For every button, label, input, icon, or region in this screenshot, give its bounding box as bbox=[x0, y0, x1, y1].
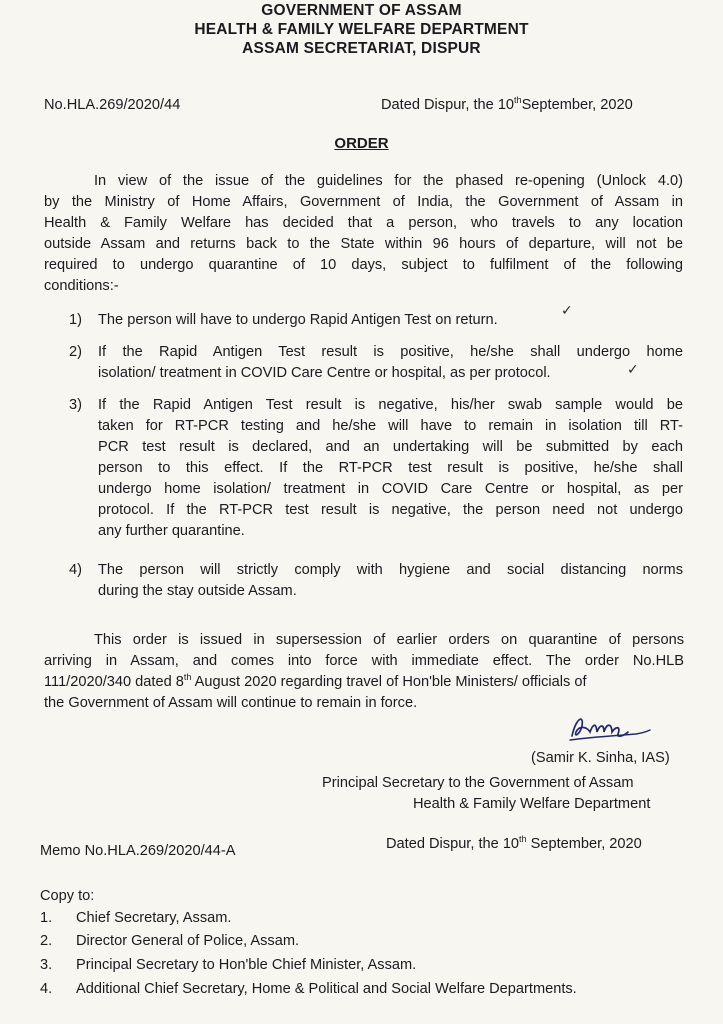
header-department: HEALTH & FAMILY WELFARE DEPARTMENT bbox=[194, 21, 529, 38]
header-secretariat: ASSAM SECRETARIAT, DISPUR bbox=[242, 40, 481, 57]
copy-to-number: 4. bbox=[40, 981, 53, 997]
closing-line: the Government of Assam will continue to remain in force. bbox=[44, 695, 418, 711]
closing-order-ref: 111/2020/340 dated 8 bbox=[44, 674, 184, 690]
intro-line: Health & Family Welfare has decided that a person, who travels to any location bbox=[44, 215, 683, 231]
copy-to-number: 2. bbox=[40, 933, 53, 949]
signatory-department: Health & Family Welfare Department bbox=[413, 796, 651, 812]
condition-line: PCR test result is declared, and an undertaking will be submitted by each bbox=[98, 439, 683, 455]
condition-line: The person will strictly comply with hygiene and social distancing norms bbox=[98, 562, 683, 578]
signatory-designation: Principal Secretary to the Government of Assam bbox=[322, 775, 634, 791]
condition-line: undergo home isolation/ treatment in COVID Care Centre or hospital, as per bbox=[98, 481, 683, 497]
copy-to-number: 3. bbox=[40, 957, 53, 973]
condition-number: 2) bbox=[69, 344, 82, 360]
copy-to-number: 1. bbox=[40, 910, 53, 926]
copy-to-recipient: Director General of Police, Assam. bbox=[76, 933, 300, 949]
handwritten-signature bbox=[566, 710, 656, 746]
memo-date-month: September, 2020 bbox=[526, 836, 642, 852]
intro-line: In view of the issue of the guidelines for the phased re-opening (Unlock 4.0) bbox=[94, 173, 683, 189]
copy-to-item bbox=[40, 933, 299, 949]
condition-line: If the Rapid Antigen Test result is negative, his/her swab sample would be bbox=[98, 397, 683, 413]
copy-to-heading: Copy to: bbox=[40, 888, 95, 904]
closing-line: arriving in Assam, and comes into force with immediate effect. The order No.HLB bbox=[44, 653, 684, 669]
intro-line: required to undergo quarantine of 10 days, subject to fulfilment of the following bbox=[44, 257, 683, 273]
checkmark-icon: ✓ bbox=[561, 302, 573, 318]
reference-number: No.HLA.269/2020/44 bbox=[44, 97, 181, 113]
memo-date-suffix: th bbox=[519, 834, 527, 845]
condition-line: The person will have to undergo Rapid Antigen Test on return. bbox=[98, 312, 498, 328]
reference-date-day: Dated Dispur, the 10 bbox=[381, 97, 515, 113]
signatory-name: (Samir K. Sinha, IAS) bbox=[531, 750, 670, 766]
intro-line: outside Assam and returns back to the State within 96 hours of departure, will not be bbox=[44, 236, 683, 252]
checkmark-icon: ✓ bbox=[627, 361, 639, 377]
reference-date-suffix: th bbox=[514, 95, 522, 106]
condition-line: If the Rapid Antigen Test result is positive, he/she shall undergo home bbox=[98, 344, 683, 360]
condition-line: isolation/ treatment in COVID Care Centre or hospital, as per protocol. bbox=[98, 365, 551, 381]
closing-line: This order is issued in supersession of earlier orders on quarantine of persons bbox=[94, 632, 684, 648]
reference-date bbox=[381, 97, 633, 113]
intro-line: conditions:- bbox=[44, 278, 119, 294]
condition-line: taken for RT-PCR testing and he/she will have to remain in isolation till RT- bbox=[98, 418, 683, 434]
header-government: GOVERNMENT OF ASSAM bbox=[261, 2, 462, 19]
copy-to-item bbox=[40, 957, 416, 973]
condition-line: during the stay outside Assam. bbox=[98, 583, 297, 599]
memo-number: Memo No.HLA.269/2020/44-A bbox=[40, 843, 236, 859]
intro-line: by the Ministry of Home Affairs, Government of India, the Government of Assam in bbox=[44, 194, 683, 210]
closing-order-subject: August 2020 regarding travel of Hon'ble Ministers/ officials of bbox=[191, 674, 587, 690]
condition-number: 4) bbox=[69, 562, 82, 578]
condition-number: 1) bbox=[69, 312, 82, 328]
copy-to-item bbox=[40, 981, 577, 997]
closing-date-suffix: th bbox=[183, 672, 192, 683]
closing-line bbox=[44, 674, 587, 690]
copy-to-recipient: Additional Chief Secretary, Home & Political and Social Welfare Departments. bbox=[76, 981, 577, 997]
condition-number: 3) bbox=[69, 397, 82, 413]
copy-to-recipient: Chief Secretary, Assam. bbox=[76, 910, 232, 926]
copy-to-recipient: Principal Secretary to Hon'ble Chief Minister, Assam. bbox=[76, 957, 417, 973]
order-title-text: ORDER bbox=[334, 135, 389, 152]
copy-to-item bbox=[40, 910, 231, 926]
memo-date-day: Dated Dispur, the 10 bbox=[386, 836, 520, 852]
condition-line: protocol. If the RT-PCR test result is negative, the person need not undergo bbox=[98, 502, 683, 518]
condition-line: person to this effect. If the RT-PCR test result is positive, he/she shall bbox=[98, 460, 683, 476]
condition-line: any further quarantine. bbox=[98, 523, 245, 539]
reference-date-month: September, 2020 bbox=[521, 97, 633, 113]
order-title bbox=[0, 135, 723, 152]
memo-date bbox=[386, 836, 642, 852]
